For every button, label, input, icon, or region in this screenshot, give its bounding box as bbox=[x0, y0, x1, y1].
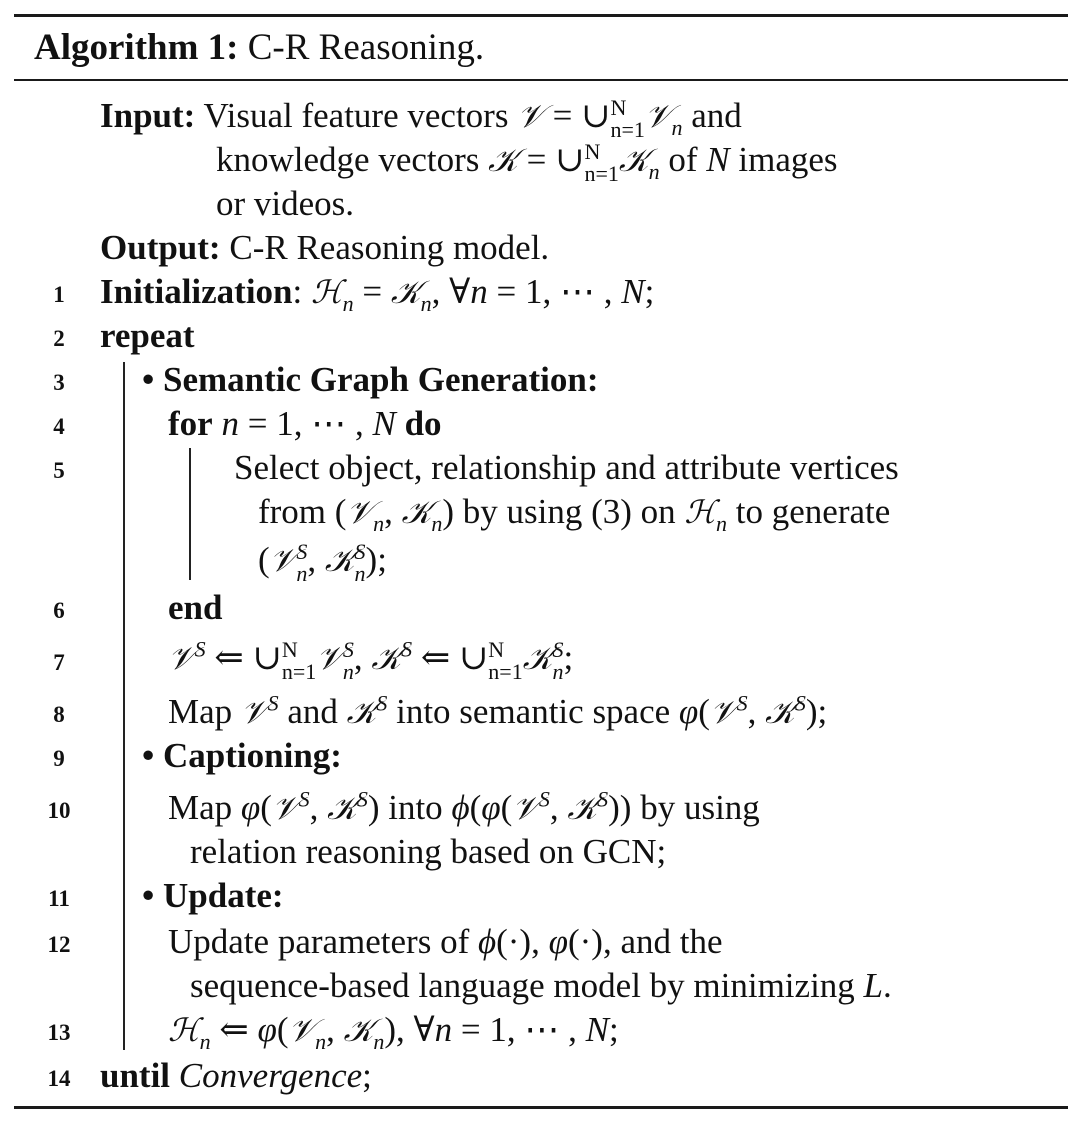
step-initialization: Initialization: ℋ$_n$ = 𝒦$_n$, ∀n = 1, ⋯ , N; bbox=[100, 272, 655, 316]
input-text-1b: and bbox=[691, 96, 742, 135]
line-number-11: 11 bbox=[48, 886, 70, 911]
line-number-3: 3 bbox=[53, 370, 65, 395]
into-word: into bbox=[388, 788, 443, 827]
input-line-1: Input: Visual feature vectors 𝒱 = ∪ N n=1 𝒱$_n$ and bbox=[100, 94, 742, 142]
title-rule bbox=[14, 79, 1068, 81]
step-for-loop: for n = 1, ⋯ , N do bbox=[168, 404, 442, 443]
step-update-line-2: sequence-based language model by minimizing L. bbox=[190, 966, 892, 1005]
step-map-caption-1: Map φ(𝒱$^S$, 𝒦$^S$) into ϕ(φ(𝒱$^S$, 𝒦$^S$)) by using bbox=[168, 786, 760, 827]
until-keyword: until bbox=[100, 1056, 171, 1095]
line-number-6: 6 bbox=[53, 598, 65, 623]
for-block-line bbox=[189, 448, 191, 580]
line-number-1: 1 bbox=[53, 282, 65, 307]
output-label: Output: bbox=[100, 228, 221, 267]
input-text-2c: images bbox=[738, 140, 838, 179]
input-label: Input: bbox=[100, 96, 196, 135]
map-2-label: Map bbox=[168, 788, 233, 827]
convergence-word: Convergence bbox=[178, 1056, 363, 1095]
and-word: and bbox=[287, 692, 338, 731]
line-number-5: 5 bbox=[53, 458, 65, 483]
line-number-8: 8 bbox=[53, 702, 65, 727]
step-map-semantic: Map 𝒱$^S$ and 𝒦$^S$ into semantic space φ(𝒱$^S$, 𝒦$^S$); bbox=[168, 690, 828, 731]
step-update: • Update: bbox=[142, 876, 284, 915]
top-rule bbox=[14, 14, 1068, 17]
line-number-13: 13 bbox=[47, 1020, 71, 1045]
by-using-word: by using bbox=[640, 788, 760, 827]
step-select-line-1: Select object, relationship and attribute vertices bbox=[234, 448, 899, 487]
line-number-14: 14 bbox=[47, 1066, 71, 1091]
initialization-label: Initialization bbox=[100, 272, 293, 311]
input-line-2: knowledge vectors 𝒦 = ∪ N n=1 𝒦$_n$ of N images bbox=[216, 138, 838, 186]
algorithm-label: Algorithm 1: bbox=[34, 27, 239, 68]
step-captioning: • Captioning: bbox=[142, 736, 342, 775]
step-repeat: repeat bbox=[100, 316, 195, 355]
step-update-line-1: Update parameters of ϕ(·), φ(·), and the bbox=[168, 922, 723, 961]
map-into-label: into semantic space bbox=[396, 692, 671, 731]
input-text-1a: Visual feature vectors bbox=[203, 96, 509, 135]
line-number-2: 2 bbox=[53, 326, 65, 351]
update-text-1a: Update parameters of bbox=[168, 922, 470, 961]
do-keyword: do bbox=[404, 404, 442, 443]
algorithm-name: C-R Reasoning. bbox=[247, 27, 485, 68]
line-number-4: 4 bbox=[53, 414, 65, 439]
step-until: until Convergence; bbox=[100, 1056, 372, 1095]
line-number-7: 7 bbox=[53, 650, 65, 675]
for-keyword: for bbox=[168, 404, 213, 443]
input-text-2b: of bbox=[668, 140, 698, 179]
line-number-10: 10 bbox=[47, 798, 71, 823]
step-semantic-graph-generation: • Semantic Graph Generation: bbox=[142, 360, 599, 399]
step-end: end bbox=[168, 588, 223, 627]
step-update-h: ℋ$_n$ ⇐ φ(𝒱$_n$, 𝒦$_n$), ∀n = 1, ⋯ , N; bbox=[168, 1010, 619, 1054]
line-number-12: 12 bbox=[47, 932, 71, 957]
select-to-generate: to generate bbox=[735, 492, 891, 531]
repeat-block-line bbox=[123, 362, 125, 1050]
select-from: from bbox=[258, 492, 327, 531]
input-line-3: or videos. bbox=[216, 184, 355, 223]
step-select-line-3: (𝒱 S n , 𝒦 S n ); bbox=[258, 538, 387, 586]
bottom-rule bbox=[14, 1106, 1068, 1109]
line-number-9: 9 bbox=[53, 746, 65, 771]
algorithm-title bbox=[34, 22, 484, 74]
update-text-1b: , and the bbox=[602, 922, 723, 961]
output-text: C-R Reasoning model. bbox=[229, 228, 550, 267]
select-by-using: by using (3) on bbox=[462, 492, 676, 531]
step-select-line-2: from (𝒱$_n$, 𝒦$_n$) by using (3) on ℋ$_n$ to generate bbox=[258, 492, 891, 536]
update-text-2: sequence-based language model by minimizing bbox=[190, 966, 855, 1005]
input-text-2a: knowledge vectors bbox=[216, 140, 480, 179]
map-1-label: Map bbox=[168, 692, 233, 731]
output-line bbox=[100, 226, 549, 270]
step-union: 𝒱$^S$ ⇐ ∪ N n=1 𝒱 S n , 𝒦$^S$ ⇐ ∪ N n=1 𝒦 S n ; bbox=[168, 636, 574, 684]
step-map-caption-2: relation reasoning based on GCN; bbox=[190, 832, 667, 871]
